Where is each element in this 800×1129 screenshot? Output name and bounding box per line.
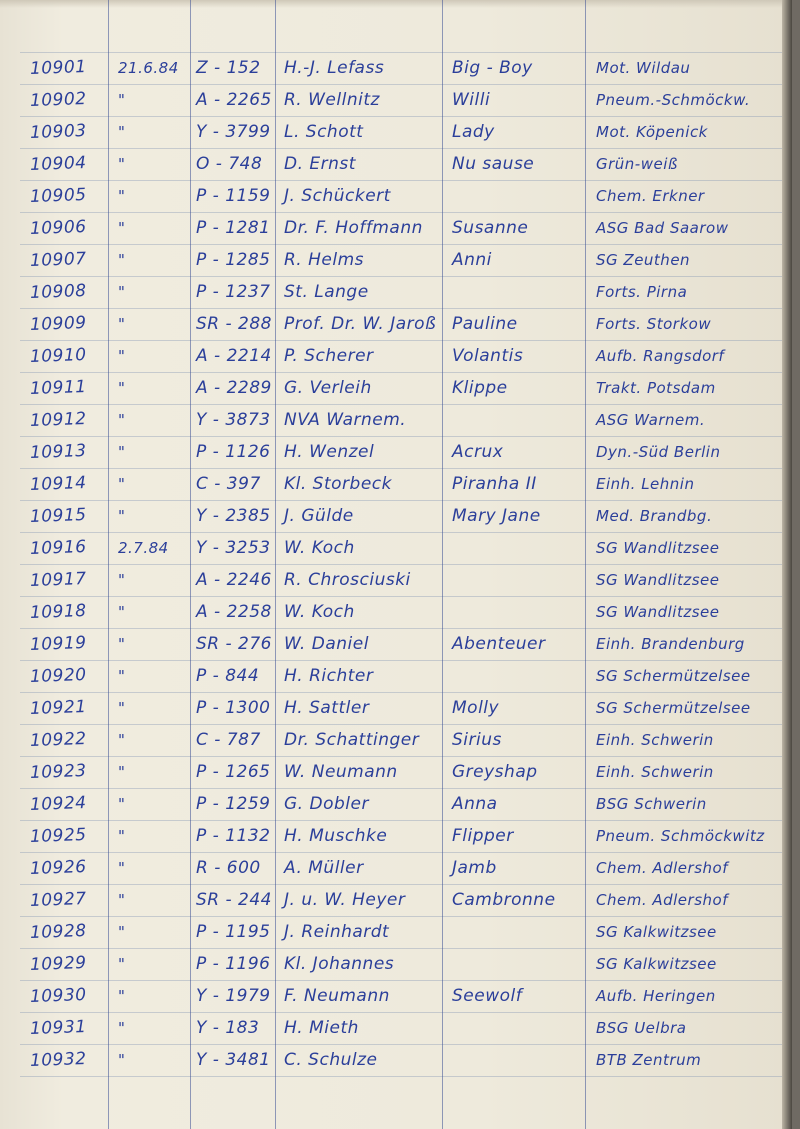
entry-number: 10922 — [29, 729, 87, 751]
entry-owner: H. Sattler — [284, 698, 370, 718]
entry-date: " — [118, 571, 126, 589]
entry-registration: P - 1126 — [196, 442, 271, 462]
entry-club: Mot. Wildau — [596, 59, 691, 77]
ledger-row — [0, 148, 792, 180]
ledger-row — [0, 212, 792, 244]
entry-club: Einh. Lehnin — [596, 475, 695, 493]
entry-date: " — [118, 731, 126, 749]
entry-owner: G. Dobler — [284, 794, 369, 814]
entry-club: Grün-weiß — [596, 155, 678, 173]
entry-registration: A - 2214 — [196, 346, 272, 366]
entry-date: 21.6.84 — [118, 59, 179, 77]
entry-date: " — [118, 635, 126, 653]
entry-registration: P - 1259 — [196, 794, 271, 814]
entry-owner: R. Wellnitz — [284, 90, 380, 110]
entry-owner: Dr. Schattinger — [284, 730, 420, 750]
ledger-row — [0, 692, 792, 724]
entry-number: 10906 — [29, 217, 87, 239]
entry-boat-name: Anna — [452, 794, 498, 814]
entry-boat-name: Lady — [452, 122, 495, 142]
entry-number: 10932 — [29, 1049, 87, 1071]
entry-owner: NVA Warnem. — [284, 410, 407, 430]
entry-boat-name: Big - Boy — [452, 58, 533, 78]
entry-number: 10916 — [29, 537, 87, 559]
entry-date: " — [118, 155, 126, 173]
entry-registration: A - 2246 — [196, 570, 272, 590]
entry-club: Dyn.-Süd Berlin — [596, 443, 721, 461]
ledger-row — [0, 308, 792, 340]
entry-registration: Y - 3253 — [196, 538, 271, 558]
entry-club: Mot. Köpenick — [596, 123, 708, 141]
entry-owner: R. Helms — [284, 250, 365, 270]
entry-owner: Kl. Johannes — [284, 954, 395, 974]
entry-number: 10929 — [29, 953, 87, 975]
entry-registration: P - 1196 — [196, 954, 271, 974]
entry-boat-name: Piranha II — [452, 474, 537, 494]
ledger-row — [0, 980, 792, 1012]
entry-owner: W. Koch — [284, 538, 355, 558]
entry-number: 10904 — [29, 153, 87, 175]
entry-owner: A. Müller — [284, 858, 364, 878]
ledger-row — [0, 564, 792, 596]
ledger-row — [0, 532, 792, 564]
entry-number: 10924 — [29, 793, 87, 815]
entry-number: 10921 — [29, 697, 87, 719]
entry-owner: J. Gülde — [284, 506, 354, 526]
entry-registration: Y - 3799 — [196, 122, 271, 142]
entry-club: BSG Uelbra — [596, 1019, 687, 1037]
entry-registration: SR - 276 — [196, 634, 272, 654]
ledger-row — [0, 276, 792, 308]
entry-owner: H. Mieth — [284, 1018, 359, 1038]
entry-owner: Prof. Dr. W. Jaroß — [284, 314, 437, 334]
entry-number: 10927 — [29, 889, 87, 911]
entry-date: " — [118, 891, 126, 909]
entry-registration: R - 600 — [196, 858, 261, 878]
ledger-row — [0, 884, 792, 916]
ledger-row — [0, 116, 792, 148]
entry-owner: J. Reinhardt — [284, 922, 390, 942]
entry-date: " — [118, 859, 126, 877]
entry-club: SG Kalkwitzsee — [596, 955, 717, 973]
entry-number: 10918 — [29, 601, 87, 623]
entry-club: SG Wandlitzsee — [596, 539, 720, 557]
entry-date: " — [118, 603, 126, 621]
entry-owner: J. Schückert — [284, 186, 391, 206]
entry-club: ASG Bad Saarow — [596, 219, 729, 237]
entry-boat-name: Molly — [452, 698, 500, 718]
entry-boat-name: Greyshap — [452, 762, 538, 782]
entry-date: 2.7.84 — [118, 539, 169, 557]
ledger-row — [0, 756, 792, 788]
entry-date: " — [118, 123, 126, 141]
entry-date: " — [118, 283, 126, 301]
ledger-row — [0, 1044, 792, 1076]
entry-boat-name: Seewolf — [452, 986, 523, 1006]
entry-date: " — [118, 667, 126, 685]
ledger-rows — [0, 52, 792, 1076]
entry-owner: W. Neumann — [284, 762, 398, 782]
entry-registration: P - 1159 — [196, 186, 271, 206]
entry-date: " — [118, 795, 126, 813]
entry-date: " — [118, 1051, 126, 1069]
ledger-row — [0, 916, 792, 948]
entry-number: 10903 — [29, 121, 87, 143]
entry-registration: P - 1281 — [196, 218, 271, 238]
entry-club: SG Kalkwitzsee — [596, 923, 717, 941]
ledger-row — [0, 820, 792, 852]
entry-registration: P - 1195 — [196, 922, 271, 942]
entry-club: Einh. Schwerin — [596, 763, 714, 781]
entry-boat-name: Mary Jane — [452, 506, 541, 526]
entry-club: SG Schermützelsee — [596, 699, 751, 717]
entry-number: 10923 — [29, 761, 87, 783]
entry-club: SG Wandlitzsee — [596, 603, 720, 621]
ledger-row — [0, 596, 792, 628]
entry-boat-name: Anni — [452, 250, 492, 270]
entry-registration: P - 844 — [196, 666, 260, 686]
entry-number: 10907 — [29, 249, 87, 271]
entry-number: 10926 — [29, 857, 87, 879]
entry-registration: P - 1300 — [196, 698, 271, 718]
entry-club: Einh. Brandenburg — [596, 635, 745, 653]
rule-line — [20, 1076, 792, 1077]
entry-number: 10902 — [29, 89, 87, 111]
entry-boat-name: Jamb — [452, 858, 497, 878]
ledger-row — [0, 340, 792, 372]
ledger-row — [0, 84, 792, 116]
entry-date: " — [118, 443, 126, 461]
entry-number: 10901 — [29, 57, 87, 79]
entry-owner: J. u. W. Heyer — [284, 890, 406, 910]
entry-date: " — [118, 347, 126, 365]
entry-boat-name: Volantis — [452, 346, 524, 366]
entry-club: BTB Zentrum — [596, 1051, 702, 1069]
entry-club: BSG Schwerin — [596, 795, 707, 813]
entry-number: 10931 — [29, 1017, 87, 1039]
entry-registration: P - 1237 — [196, 282, 271, 302]
entry-club: Einh. Schwerin — [596, 731, 714, 749]
entry-boat-name: Susanne — [452, 218, 529, 238]
entry-club: Chem. Adlershof — [596, 859, 728, 877]
entry-date: " — [118, 763, 126, 781]
entry-owner: C. Schulze — [284, 1050, 378, 1070]
entry-boat-name: Pauline — [452, 314, 518, 334]
entry-owner: St. Lange — [284, 282, 369, 302]
ledger-row — [0, 788, 792, 820]
entry-date: " — [118, 987, 126, 1005]
entry-club: Pneum. Schmöckwitz — [596, 827, 765, 845]
ledger-row — [0, 1012, 792, 1044]
entry-club: Chem. Adlershof — [596, 891, 728, 909]
entry-boat-name: Cambronne — [452, 890, 556, 910]
entry-owner: H. Muschke — [284, 826, 388, 846]
entry-club: SG Zeuthen — [596, 251, 691, 269]
entry-date: " — [118, 379, 126, 397]
entry-club: Chem. Erkner — [596, 187, 705, 205]
entry-number: 10915 — [29, 505, 87, 527]
entry-number: 10925 — [29, 825, 87, 847]
entry-club: Trakt. Potsdam — [596, 379, 716, 397]
entry-number: 10910 — [29, 345, 87, 367]
entry-club: Aufb. Rangsdorf — [596, 347, 725, 365]
entry-registration: P - 1132 — [196, 826, 271, 846]
ledger-row — [0, 404, 792, 436]
entry-date: " — [118, 411, 126, 429]
entry-registration: A - 2289 — [196, 378, 272, 398]
entry-number: 10913 — [29, 441, 87, 463]
entry-boat-name: Nu sause — [452, 154, 535, 174]
entry-number: 10909 — [29, 313, 87, 335]
entry-date: " — [118, 187, 126, 205]
entry-owner: Dr. F. Hoffmann — [284, 218, 423, 238]
entry-date: " — [118, 955, 126, 973]
entry-boat-name: Klippe — [452, 378, 508, 398]
entry-club: SG Schermützelsee — [596, 667, 751, 685]
entry-registration: O - 748 — [196, 154, 263, 174]
ledger-row — [0, 436, 792, 468]
entry-club: Med. Brandbg. — [596, 507, 713, 525]
entry-number: 10905 — [29, 185, 87, 207]
entry-boat-name: Willi — [452, 90, 491, 110]
entry-registration: A - 2258 — [196, 602, 272, 622]
entry-number: 10919 — [29, 633, 87, 655]
entry-date: " — [118, 251, 126, 269]
ledger-row — [0, 372, 792, 404]
page-edge-shadow — [782, 0, 792, 1129]
entry-boat-name: Flipper — [452, 826, 514, 846]
entry-owner: Kl. Storbeck — [284, 474, 392, 494]
page-top-shadow — [0, 0, 792, 8]
entry-number: 10928 — [29, 921, 87, 943]
ledger-row — [0, 724, 792, 756]
entry-club: Aufb. Heringen — [596, 987, 716, 1005]
ledger-row — [0, 948, 792, 980]
entry-number: 10914 — [29, 473, 87, 495]
ledger-row — [0, 244, 792, 276]
entry-registration: Y - 1979 — [196, 986, 271, 1006]
entry-number: 10917 — [29, 569, 87, 591]
entry-registration: Y - 3873 — [196, 410, 271, 430]
entry-boat-name: Sirius — [452, 730, 502, 750]
entry-boat-name: Abenteuer — [452, 634, 546, 654]
entry-date: " — [118, 475, 126, 493]
ledger-row — [0, 852, 792, 884]
ledger-row — [0, 628, 792, 660]
entry-owner: R. Chrosciuski — [284, 570, 411, 590]
entry-number: 10920 — [29, 665, 87, 687]
entry-date: " — [118, 923, 126, 941]
entry-owner: H.-J. Lefass — [284, 58, 385, 78]
entry-registration: P - 1265 — [196, 762, 271, 782]
entry-owner: W. Daniel — [284, 634, 369, 654]
entry-registration: SR - 288 — [196, 314, 272, 334]
entry-owner: L. Schott — [284, 122, 364, 142]
entry-owner: F. Neumann — [284, 986, 390, 1006]
entry-number: 10930 — [29, 985, 87, 1007]
ledger-row — [0, 660, 792, 692]
entry-date: " — [118, 91, 126, 109]
entry-registration: Y - 183 — [196, 1018, 260, 1038]
entry-owner: G. Verleih — [284, 378, 372, 398]
entry-boat-name: Acrux — [452, 442, 504, 462]
entry-number: 10912 — [29, 409, 87, 431]
entry-owner: H. Wenzel — [284, 442, 375, 462]
entry-number: 10911 — [29, 377, 87, 399]
entry-registration: Y - 3481 — [196, 1050, 271, 1070]
ledger-row — [0, 180, 792, 212]
entry-club: Forts. Pirna — [596, 283, 688, 301]
entry-registration: C - 787 — [196, 730, 261, 750]
entry-date: " — [118, 699, 126, 717]
entry-registration: Z - 152 — [196, 58, 261, 78]
entry-date: " — [118, 827, 126, 845]
entry-date: " — [118, 315, 126, 333]
entry-owner: W. Koch — [284, 602, 355, 622]
entry-club: ASG Warnem. — [596, 411, 706, 429]
entry-owner: D. Ernst — [284, 154, 356, 174]
ledger-row — [0, 52, 792, 84]
entry-club: SG Wandlitzsee — [596, 571, 720, 589]
entry-owner: H. Richter — [284, 666, 374, 686]
entry-registration: C - 397 — [196, 474, 261, 494]
ledger-row — [0, 468, 792, 500]
entry-date: " — [118, 1019, 126, 1037]
entry-registration: Y - 2385 — [196, 506, 271, 526]
ledger-row — [0, 500, 792, 532]
entry-registration: SR - 244 — [196, 890, 272, 910]
entry-registration: P - 1285 — [196, 250, 271, 270]
entry-club: Pneum.-Schmöckw. — [596, 91, 751, 109]
entry-date: " — [118, 507, 126, 525]
entry-registration: A - 2265 — [196, 90, 272, 110]
entry-club: Forts. Storkow — [596, 315, 712, 333]
entry-number: 10908 — [29, 281, 87, 303]
entry-date: " — [118, 219, 126, 237]
entry-owner: P. Scherer — [284, 346, 374, 366]
